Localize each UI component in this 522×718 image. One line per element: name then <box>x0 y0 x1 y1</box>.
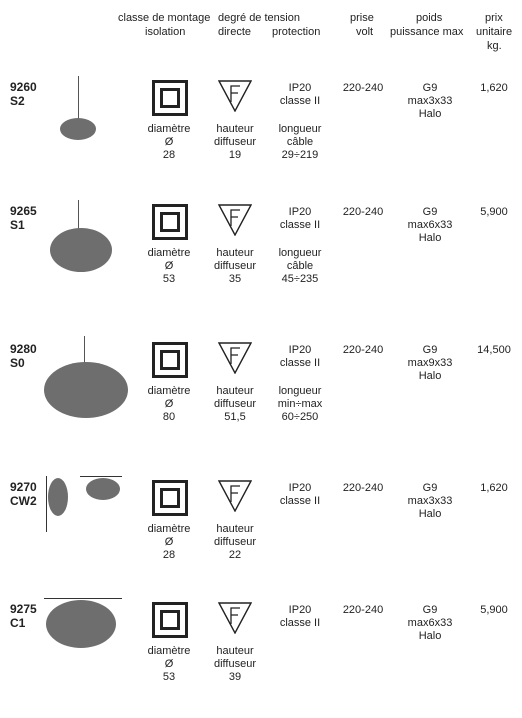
double-square-icon <box>152 480 188 516</box>
wall-bar <box>46 476 47 532</box>
header-degre-tension: degré de tension <box>218 12 300 24</box>
volt-cell: 220-240 <box>342 482 384 494</box>
header-protection: protection <box>272 26 321 38</box>
dimension-diametre: diamètre Ø 28 <box>147 123 191 161</box>
protection-cell: IP20 classe II <box>279 604 321 629</box>
dimension-diametre: diamètre Ø 28 <box>147 523 191 561</box>
product-variant: S2 <box>10 94 25 108</box>
lamp-shade <box>44 362 128 418</box>
dimension-hauteur: hauteur diffuseur 19 <box>214 123 256 161</box>
dimension-hauteur: hauteur diffuseur 35 <box>214 247 256 285</box>
product-code: 9275 <box>10 602 37 616</box>
volt-cell: 220-240 <box>342 604 384 616</box>
product-code: 9270 <box>10 480 37 494</box>
lamp-shade <box>50 228 112 272</box>
puissance-cell: G9 max6x33 Halo <box>407 206 453 244</box>
lamp-illustration <box>0 200 140 320</box>
lamp-illustration <box>0 76 140 196</box>
product-code: 9280 <box>10 342 37 356</box>
dimension-longueur: longueur câble 29÷219 <box>278 123 322 161</box>
lamp-illustration <box>0 338 140 458</box>
dimension-hauteur: hauteur diffuseur 39 <box>214 645 256 683</box>
lamp-shade-wall <box>48 478 68 516</box>
ceiling-bar <box>80 476 122 477</box>
header-poids: poids <box>416 12 443 24</box>
header-directe: directe <box>218 26 252 38</box>
puissance-cell: G9 max6x33 Halo <box>407 604 453 642</box>
dimension-hauteur: hauteur diffuseur 51,5 <box>214 385 256 423</box>
dimension-diametre: diamètre Ø 80 <box>147 385 191 423</box>
product-variant: CW2 <box>10 494 37 508</box>
protection-cell: IP20 classe II <box>279 344 321 369</box>
volt-cell: 220-240 <box>342 206 384 218</box>
product-code: 9265 <box>10 204 37 218</box>
double-square-icon <box>152 80 188 116</box>
ceiling-bar <box>44 598 122 599</box>
product-variant: S0 <box>10 356 25 370</box>
f-triangle-icon <box>218 602 252 634</box>
f-triangle-icon <box>218 80 252 112</box>
product-code: 9260 <box>10 80 37 94</box>
f-triangle-icon <box>218 342 252 374</box>
header-prise: prise <box>350 12 374 24</box>
double-square-icon <box>152 342 188 378</box>
lamp-shade <box>60 118 96 140</box>
prix-cell: 1,620 <box>480 82 508 94</box>
puissance-cell: G9 max3x33 Halo <box>407 482 453 520</box>
lamp-shade <box>46 600 116 648</box>
header-isolation: isolation <box>145 26 186 38</box>
f-triangle-icon <box>218 204 252 236</box>
protection-cell: IP20 classe II <box>279 82 321 107</box>
protection-cell: IP20 classe II <box>279 482 321 507</box>
lamp-illustration <box>0 476 140 596</box>
product-variant: C1 <box>10 616 26 630</box>
header-puissance-max: puissance max <box>390 26 464 38</box>
double-square-icon <box>152 204 188 240</box>
dimension-diametre: diamètre Ø 53 <box>147 645 191 683</box>
product-variant: S1 <box>10 218 25 232</box>
prix-cell: 14,500 <box>477 344 511 356</box>
prix-cell: 1,620 <box>480 482 508 494</box>
double-square-icon <box>152 602 188 638</box>
protection-cell: IP20 classe II <box>279 206 321 231</box>
lamp-shade-ceiling <box>86 478 120 500</box>
lamp-cable <box>78 76 79 121</box>
volt-cell: 220-240 <box>342 82 384 94</box>
dimension-longueur: longueur câble 45÷235 <box>278 247 322 285</box>
lamp-illustration <box>0 598 140 718</box>
dimension-longueur: longueur min÷max 60÷250 <box>277 385 323 423</box>
header-kg: kg. <box>487 40 502 52</box>
prix-cell: 5,900 <box>480 604 508 616</box>
puissance-cell: G9 max3x33 Halo <box>407 82 453 120</box>
header-prix: prix <box>485 12 503 24</box>
header-classe-montage: classe de montage <box>118 12 211 24</box>
f-triangle-icon <box>218 480 252 512</box>
dimension-diametre: diamètre Ø 53 <box>147 247 191 285</box>
dimension-hauteur: hauteur diffuseur 22 <box>214 523 256 561</box>
header-volt: volt <box>356 26 374 38</box>
puissance-cell: G9 max9x33 Halo <box>407 344 453 382</box>
header-unitaire: unitaire <box>476 26 513 38</box>
prix-cell: 5,900 <box>480 206 508 218</box>
volt-cell: 220-240 <box>342 344 384 356</box>
